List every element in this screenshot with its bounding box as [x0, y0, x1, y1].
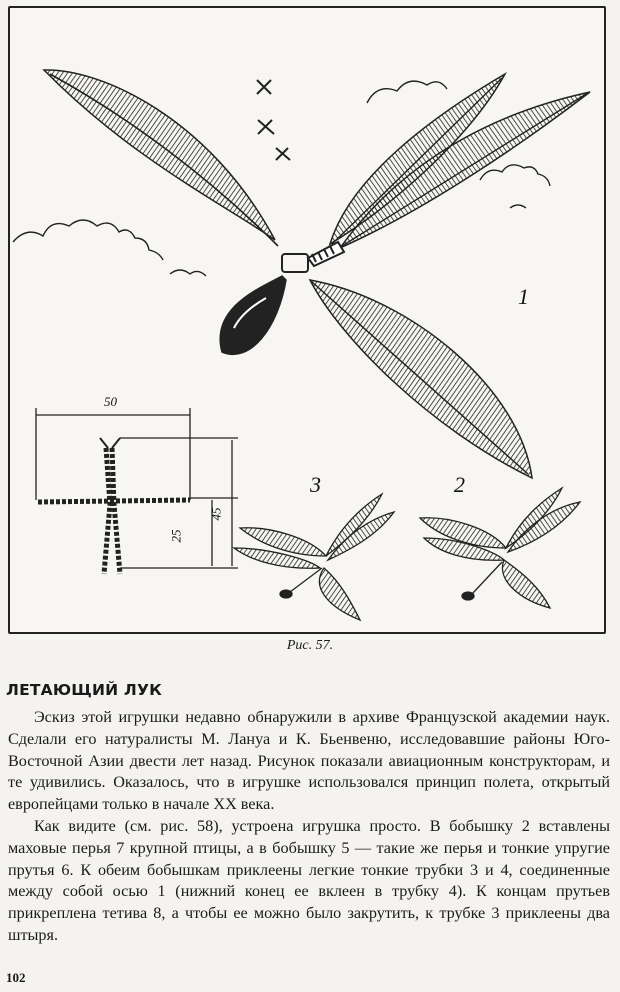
feather-upper-left	[44, 70, 278, 246]
figure-label-1: 1	[518, 284, 529, 309]
toy-hub	[282, 242, 344, 272]
article-paragraph: Как видите (см. рис. 58), устроена игрушка просто. В бобышку 2 вставлены маховые перья 7 крупной птицы, а в бобышку 5 — такие же перья и тонкие упругие прутья 6. К обеим бобышкам приклеены легкие тонкие трубки 3 и 4, соединенные между собой осью 1 (нижний конец ее вклеен в трубку 4). К концам прутьев прикреплена тетива 8, а чтобы ее можно было закрутить, к трубке 3 приклеены два штыря.	[8, 816, 610, 944]
dimension-drawing	[36, 408, 238, 574]
article-body	[8, 707, 610, 947]
article-paragraph: Эскиз этой игрушки недавно обнаружили в архиве Французской академии наук. Сделали его натуралисты М. Лануа и К. Бьенвеню, исследовавшие районы Юго-Восточной Азии двести лет назад. Рисунок показали авиационным конструкторам, и те удивились. Оказалось, что в игрушке использовался принцип полета, открытый европейцами только в начале XX века.	[8, 708, 610, 814]
feather-lower-right	[310, 280, 532, 478]
page-number: 102	[6, 970, 26, 985]
figure-frame	[8, 6, 606, 634]
figure-label-3: 3	[310, 472, 321, 497]
figure-illustration	[10, 8, 608, 636]
figure-label-2: 2	[454, 472, 465, 497]
dimension-height-total-label: 45	[208, 507, 224, 521]
toy-variant-3	[234, 494, 394, 620]
bird-icon	[257, 80, 290, 160]
toy-variant-2	[420, 488, 580, 608]
figure-caption: Рис. 57.	[286, 638, 334, 653]
bobbin-weight	[220, 276, 286, 354]
dimension-height-lower-label: 25	[168, 529, 184, 543]
dimension-width-label: 50	[104, 394, 117, 409]
article-heading: ЛЕТАЮЩИЙ ЛУК	[6, 681, 163, 699]
